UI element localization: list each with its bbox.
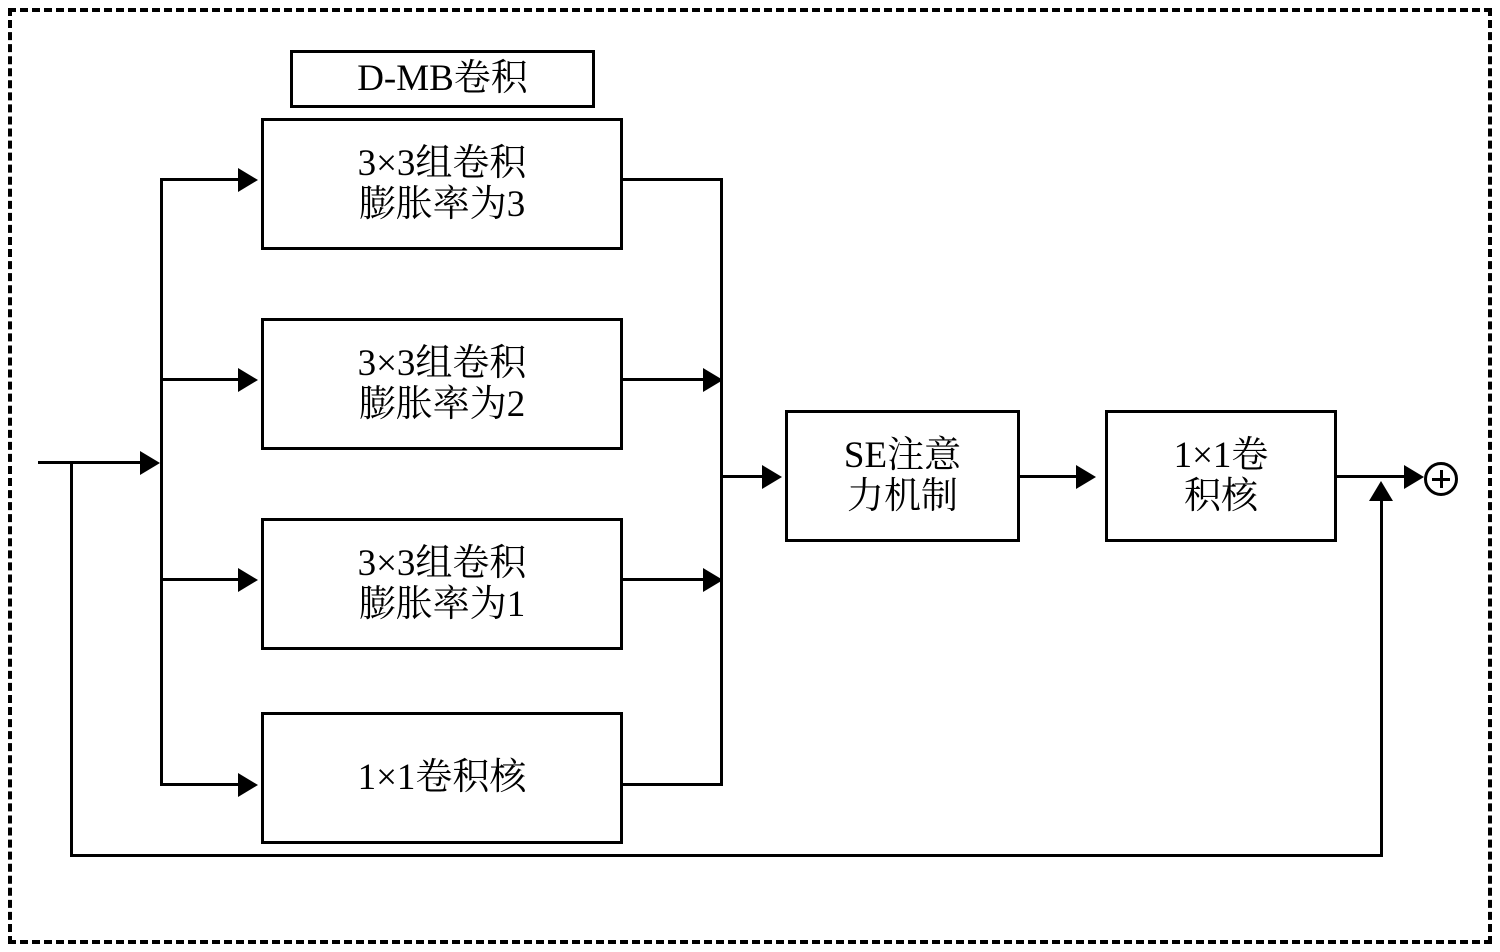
branch-dil3-feed-arrow-icon xyxy=(238,168,258,192)
skip-down-line xyxy=(70,461,73,857)
branch-box-dil2[interactable] xyxy=(261,318,623,450)
branch-conv1x1-feed-arrow-icon xyxy=(238,773,258,797)
dmb-conv-label-text: D-MB卷积 xyxy=(357,58,528,100)
se-attention-block[interactable] xyxy=(785,410,1020,542)
branch-box-dil3[interactable] xyxy=(261,118,623,250)
branch-conv1x1-feed-line xyxy=(160,783,250,786)
branch-dil2-line1: 3×3组卷积 xyxy=(357,342,527,384)
conv-to-adder-arrow-icon xyxy=(1404,465,1424,489)
input-line xyxy=(38,461,153,464)
branch-box-dil1[interactable] xyxy=(261,518,623,650)
branch-dil2-line2: 膨胀率为2 xyxy=(358,384,526,425)
branch-dil3-line2: 膨胀率为3 xyxy=(358,184,526,225)
branch-dil2-out-arrow-icon xyxy=(703,368,723,392)
branch-dil3-line1: 3×3组卷积 xyxy=(357,142,527,184)
branch-dil1-line2: 膨胀率为1 xyxy=(358,584,526,625)
residual-adder xyxy=(1424,462,1458,496)
branch-conv1x1-line1: 1×1卷积核 xyxy=(357,757,527,799)
dmb-conv-label-box xyxy=(290,50,595,108)
input-split-bus xyxy=(160,178,163,786)
branch-dil1-out-line xyxy=(623,578,708,581)
branch-dil2-feed-arrow-icon xyxy=(238,368,258,392)
branch-merge-bus xyxy=(720,178,723,786)
skip-up-line xyxy=(1380,500,1383,857)
branch-dil1-feed-line xyxy=(160,578,250,581)
se-attention-line2: 力机制 xyxy=(847,476,958,517)
branch-dil1-line1: 3×3组卷积 xyxy=(357,542,527,584)
output-conv-line1: 1×1卷 xyxy=(1173,434,1269,476)
branch-dil1-out-arrow-icon xyxy=(703,568,723,592)
branch-dil3-out-line xyxy=(623,178,723,181)
output-conv-line2: 积核 xyxy=(1184,476,1258,517)
branch-dil2-feed-line xyxy=(160,378,250,381)
branch-dil2-out-line xyxy=(623,378,708,381)
se-to-conv-line xyxy=(1020,475,1082,478)
branch-conv1x1-out-line xyxy=(623,783,723,786)
branch-dil1-feed-arrow-icon xyxy=(238,568,258,592)
branch-dil3-feed-line xyxy=(160,178,250,181)
merge-to-se-arrow-icon xyxy=(762,465,782,489)
output-conv-block[interactable] xyxy=(1105,410,1337,542)
se-attention-line1: SE注意 xyxy=(843,434,962,476)
skip-up-arrow-icon xyxy=(1369,481,1393,501)
input-arrow-icon xyxy=(140,451,160,475)
skip-bottom-line xyxy=(70,854,1383,857)
branch-box-conv1x1[interactable] xyxy=(261,712,623,844)
se-to-conv-arrow-icon xyxy=(1076,465,1096,489)
